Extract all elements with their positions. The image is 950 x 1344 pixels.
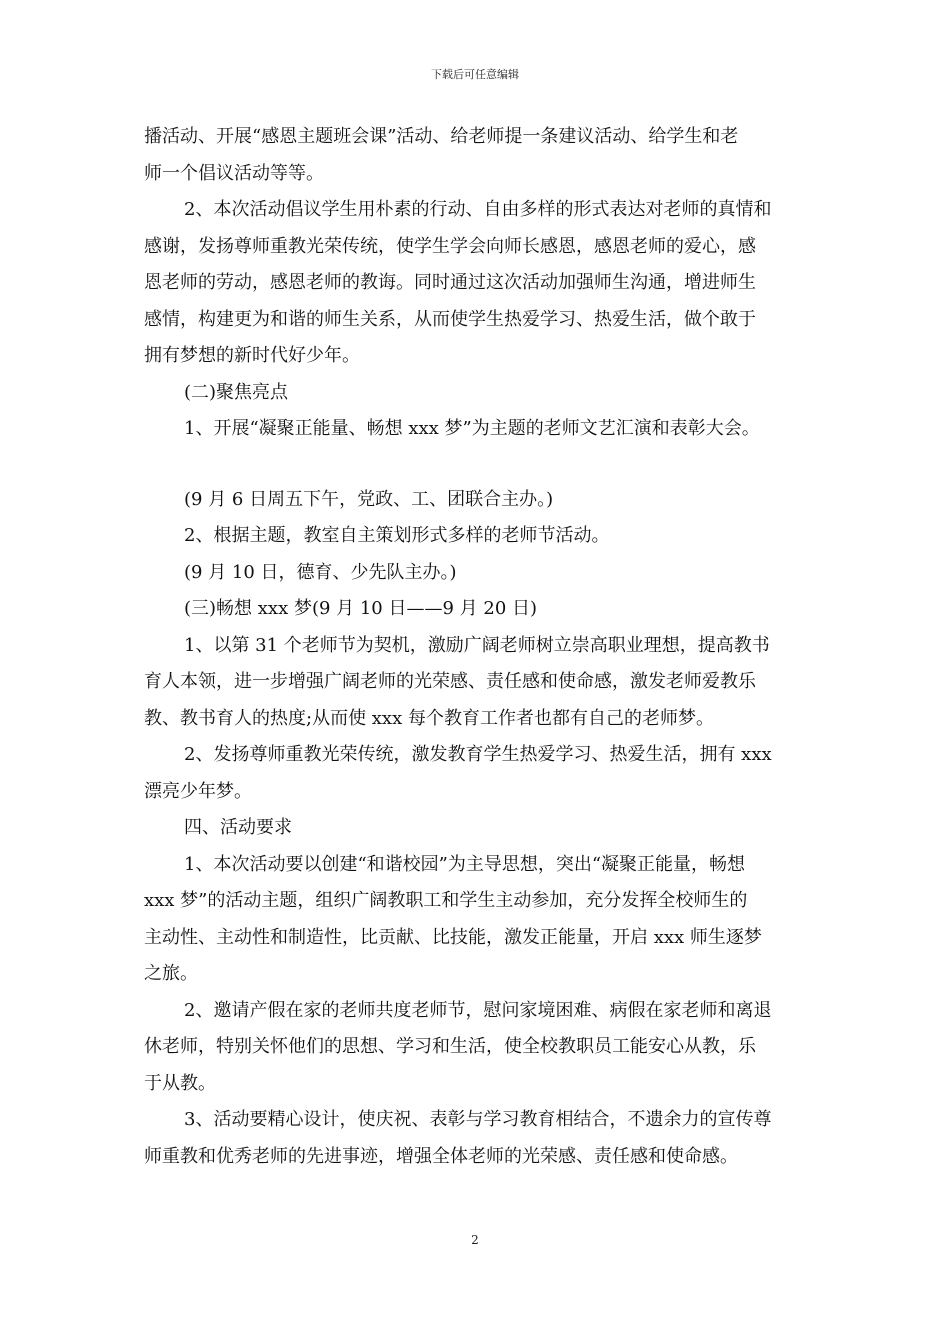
text-line: 教、教书育人的热度;从而使 xxx 每个教育工作者也都有自己的老师梦。 bbox=[144, 707, 714, 729]
page-header: 下载后可任意编辑 bbox=[431, 68, 519, 81]
text-line: 播活动、开展“感恩主题班会课”活动、给老师提一条建议活动、给学生和老 bbox=[144, 126, 739, 147]
text-line: 感情，构建更为和谐的师生关系，从而使学生热爱学习、热爱生活，做个敢于 bbox=[144, 308, 756, 330]
text-line: 于从教。 bbox=[144, 1072, 216, 1094]
text-line: 2、根据主题，教室自主策划形式多样的老师节活动。 bbox=[184, 525, 610, 546]
blank-gap bbox=[144, 448, 809, 482]
text-line: 2、发扬尊师重教光荣传统，激发教育学生热爱学习、热爱生活，拥有 xxx bbox=[184, 744, 772, 765]
text-line: 恩老师的劳动，感恩老师的教诲。同时通过这次活动加强师生沟通，增进师生 bbox=[144, 272, 756, 293]
text-line: 拥有梦想的新时代好少年。 bbox=[144, 345, 360, 366]
text-line: xxx 梦”的活动主题，组织广阔教职工和学生主动参加，充分发挥全校师生的 bbox=[144, 890, 748, 911]
text-line: 1、以第 31 个老师节为契机，激励广阔老师树立崇高职业理想，提高教书 bbox=[184, 634, 770, 656]
text-line: 1、开展“凝聚正能量、畅想 xxx 梦”为主题的老师文艺汇演和表彰大会。 bbox=[184, 418, 760, 439]
page-number: 2 bbox=[471, 1233, 479, 1247]
text-line: (9 月 10 日，德育、少先队主办。) bbox=[184, 561, 457, 583]
text-line: 2、本次活动倡议学生用朴素的行动、自由多样的形式表达对老师的真情和 bbox=[184, 199, 772, 220]
text-line: 1、本次活动要以创建“和谐校园”为主导思想，突出“凝聚正能量，畅想 bbox=[184, 853, 746, 875]
text-line: 师重教和优秀老师的先进事迹，增强全体老师的光荣感、责任感和使命感。 bbox=[144, 1145, 738, 1167]
document-body bbox=[144, 119, 809, 1175]
text-line: 主动性、主动性和制造性，比贡献、比技能，激发正能量，开启 xxx 师生逐梦 bbox=[144, 926, 762, 948]
text-line: (9 月 6 日周五下午，党政、工、团联合主办。) bbox=[184, 488, 554, 510]
text-line: 育人本领，进一步增强广阔老师的光荣感、责任感和使命感，激发老师爱教乐 bbox=[144, 671, 756, 692]
section-heading: (二)聚焦亮点 bbox=[184, 381, 289, 403]
text-line: 2、邀请产假在家的老师共度老师节，慰问家境困难、病假在家老师和离退 bbox=[184, 999, 772, 1021]
text-line: 漂亮少年梦。 bbox=[144, 780, 252, 802]
text-line: 之旅。 bbox=[144, 963, 198, 984]
text-line: 感谢，发扬尊师重教光荣传统，使学生学会向师长感恩，感恩老师的爱心，感 bbox=[144, 235, 756, 257]
text-line: 3、活动要精心设计，使庆祝、表彰与学习教育相结合，不遗余力的宣传尊 bbox=[184, 1109, 772, 1130]
section-heading: 四、活动要求 bbox=[184, 817, 292, 838]
text-line: 休老师，特别关怀他们的思想、学习和生活，使全校教职员工能安心从教，乐 bbox=[144, 1036, 756, 1057]
text-line: 师一个倡议活动等等。 bbox=[144, 162, 324, 184]
section-heading: (三)畅想 xxx 梦(9 月 10 日——9 月 20 日) bbox=[184, 598, 538, 619]
